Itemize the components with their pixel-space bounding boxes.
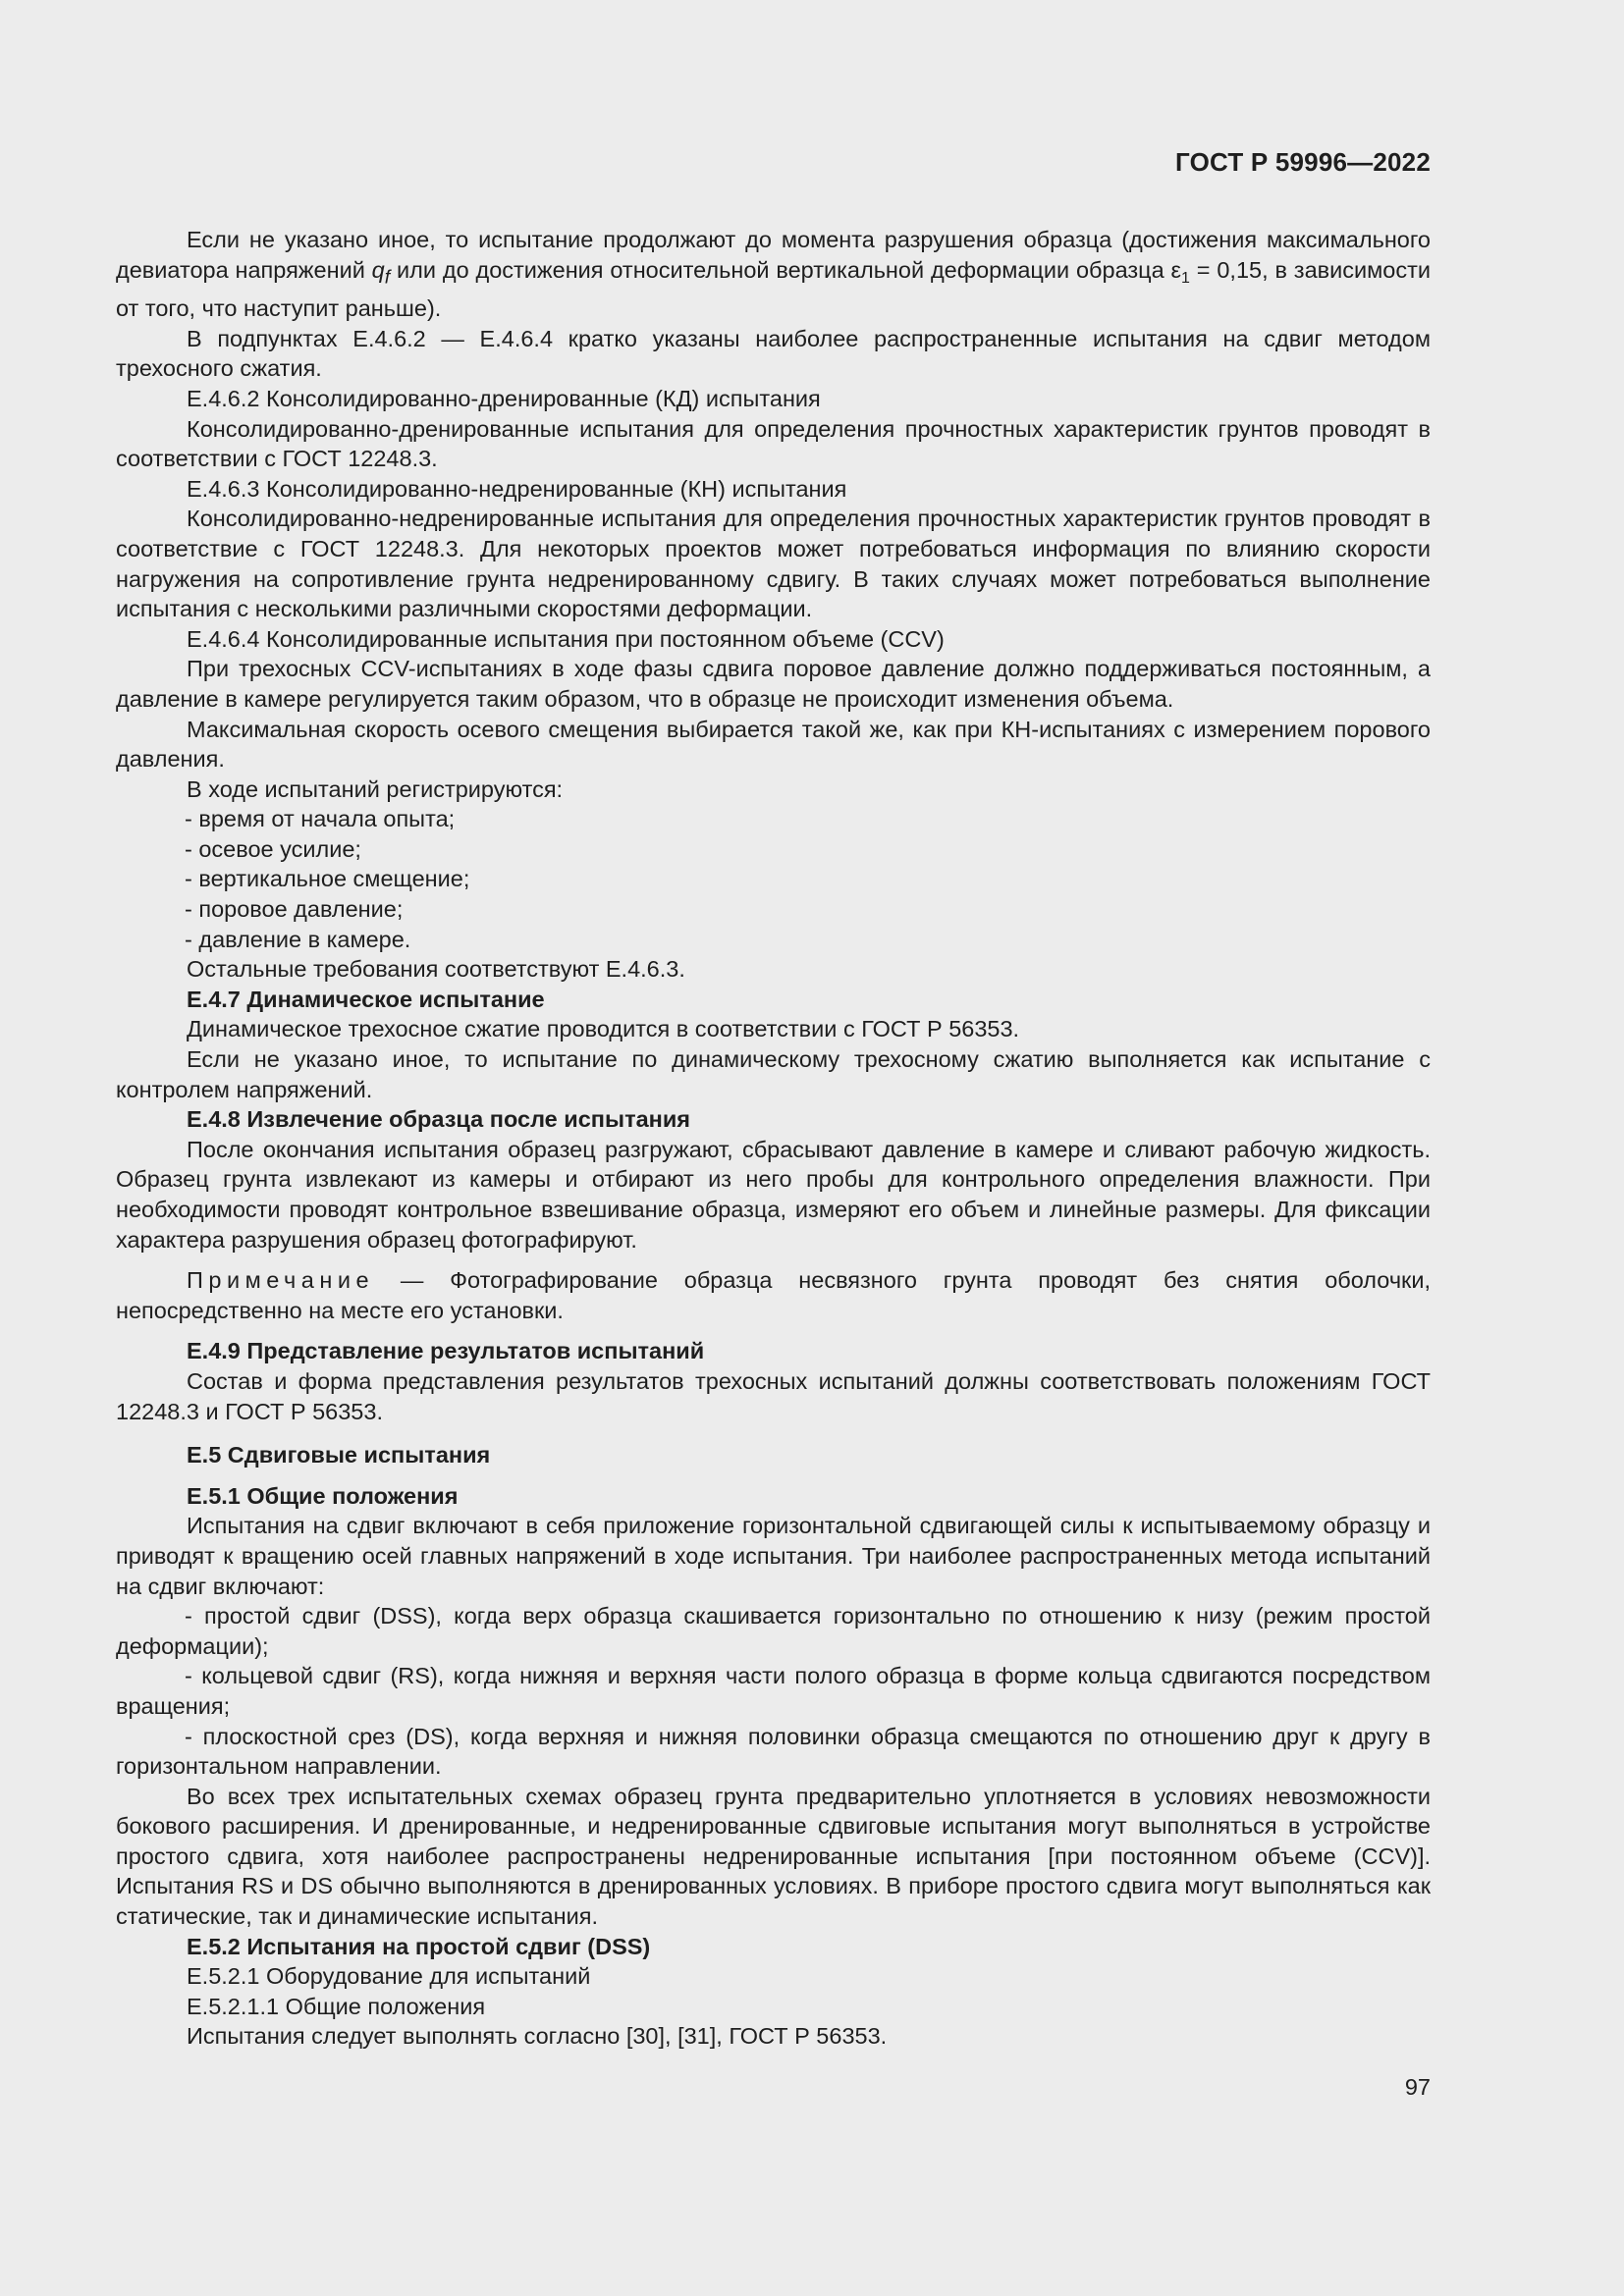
paragraph: Динамическое трехосное сжатие проводится в соответствии с ГОСТ Р 56353. [187, 1016, 1020, 1042]
list-item: - кольцевой сдвиг (RS), когда нижняя и верхняя части полого образца в форме кольца сдвигаются посредством вращения; [116, 1663, 1431, 1719]
paragraph: В подпунктах Е.4.6.2 — Е.4.6.4 кратко указаны наиболее распространенные испытания на сдвиг методом трехосного сжатия. [116, 325, 1431, 382]
subsection-title: Е.4.6.4 Консолидированные испытания при постоянном объеме (CCV) [187, 625, 945, 652]
list-item: - давление в камере. [185, 926, 411, 952]
subsection-title: Е.5.2.1.1 Общие положения [187, 1993, 486, 2019]
paragraph: Если не указано иное, то испытание по динамическому трехосному сжатию выполняется как испытание с контролем напряжений. [116, 1046, 1431, 1102]
paragraph: Остальные требования соответствуют Е.4.6.3. [187, 956, 685, 983]
paragraph: Испытания на сдвиг включают в себя приложение горизонтальной сдвигающей силы к испытываемому образцу и приводят к вращению осей главных напряжений в ходе испытания. Три наиболее распространенных метода испытаний на сдвиг включают: [116, 1513, 1431, 1599]
document-body [116, 225, 1431, 2052]
page-number: 97 [1404, 2074, 1431, 2100]
paragraph: Состав и форма представления результатов трехосных испытаний должны соответствовать положениям ГОСТ 12248.3 и ГОСТ Р 56353. [116, 1367, 1431, 1424]
paragraph: Консолидированно-недренированные испытания для определения прочностных характеристик грунтов проводят в соответствие с ГОСТ 12248.3. Для некоторых проектов может потребоваться информация по влиянию скорости нагружения на сопротивление грунта недренированному сдвигу. В таких случаях может потребоваться выполнение испытания с несколькими различными скоростями деформации. [116, 506, 1431, 622]
subsection-title: Е.4.6.3 Консолидированно-недренированные (КН) испытания [187, 475, 847, 502]
paragraph: Максимальная скорость осевого смещения выбирается такой же, как при КН-испытаниях с измерением порового давления. [116, 716, 1431, 773]
text-run: = 0,15, в зависимости от того, что наступит раньше). [116, 256, 1431, 322]
section-heading: Е.5 Сдвиговые испытания [187, 1442, 491, 1468]
paragraph: Консолидированно-дренированные испытания для определения прочностных характеристик грунтов проводят в соответствии с ГОСТ 12248.3. [116, 415, 1431, 472]
section-heading: Е.4.9 Представление результатов испытаний [187, 1338, 705, 1364]
paragraph: В ходе испытаний регистрируются: [187, 775, 564, 802]
subscript-1: 1 [1181, 269, 1190, 287]
paragraph: При трехосных CCV-испытаниях в ходе фазы сдвига поровое давление должно поддерживаться постоянным, а давление в камере регулируется таким образом, что в образце не происходит изменения объема. [116, 656, 1431, 712]
paragraph: Во всех трех испытательных схемах образец грунта предварительно уплотняется в условиях невозможности бокового расширения. И дренированные, и недренированные сдвиговые испытания могут выполняться в устройстве простого сдвига, хотя наиболее распространены недренированные испытания [при постоянном объеме (CCV)]. Испытания RS и DS обычно выполняются в дренированных условиях. В приборе простого сдвига могут выполняться как статические, так и динамические испытания. [116, 1783, 1431, 1930]
list-item: - время от начала опыта; [185, 806, 456, 832]
list-item: - плоскостной срез (DS), когда верхняя и нижняя половинки образца смещаются по отношению друг к другу в горизонтальном направлении. [116, 1723, 1431, 1780]
subsection-title: Е.5.2.1 Оборудование для испытаний [187, 1963, 591, 1990]
note-text: — Фотографирование образца несвязного грунта проводят без снятия оболочки, непосредственно на месте его установки. [116, 1267, 1431, 1323]
subscript-f: f [384, 266, 391, 289]
symbol-q: q [371, 256, 385, 283]
section-heading: Е.4.8 Извлечение образца после испытания [187, 1106, 690, 1133]
document-code-header: ГОСТ Р 59996—2022 [1175, 147, 1431, 177]
list-item: - простой сдвиг (DSS), когда верх образца скашивается горизонтально по отношению к низу (режим простой деформации); [116, 1603, 1431, 1659]
list-item: - поровое давление; [185, 896, 404, 923]
paragraph: После окончания испытания образец разгружают, сбрасывают давление в камере и сливают рабочую жидкость. Образец грунта извлекают из камеры и отбирают из него пробы для контрольного определения влажности. При необходимости проводят контрольное взвешивание образца, измеряют его объем и линейные размеры. Для фиксации характера разрушения образец фотографируют. [116, 1136, 1431, 1253]
paragraph: Испытания следует выполнять согласно [30], [31], ГОСТ Р 56353. [187, 2023, 888, 2050]
list-item: - вертикальное смещение; [185, 866, 470, 892]
text-run: Если не указано иное, то испытание продолжают до момента разрушения образца (достижения максимального девиатора напряжений [116, 227, 1431, 283]
note-label: Примечание [187, 1267, 375, 1294]
section-heading: Е.5.2 Испытания на простой сдвиг (DSS) [187, 1933, 651, 1959]
text-run: или до достижения относительной вертикальной деформации образца ε [390, 256, 1182, 283]
list-item: - осевое усилие; [185, 835, 361, 862]
section-heading: Е.4.7 Динамическое испытание [187, 986, 545, 1012]
subsection-title: Е.4.6.2 Консолидированно-дренированные (КД) испытания [187, 385, 821, 411]
section-heading: Е.5.1 Общие положения [187, 1482, 459, 1509]
paragraph [116, 225, 1431, 324]
note [116, 1265, 1431, 1325]
